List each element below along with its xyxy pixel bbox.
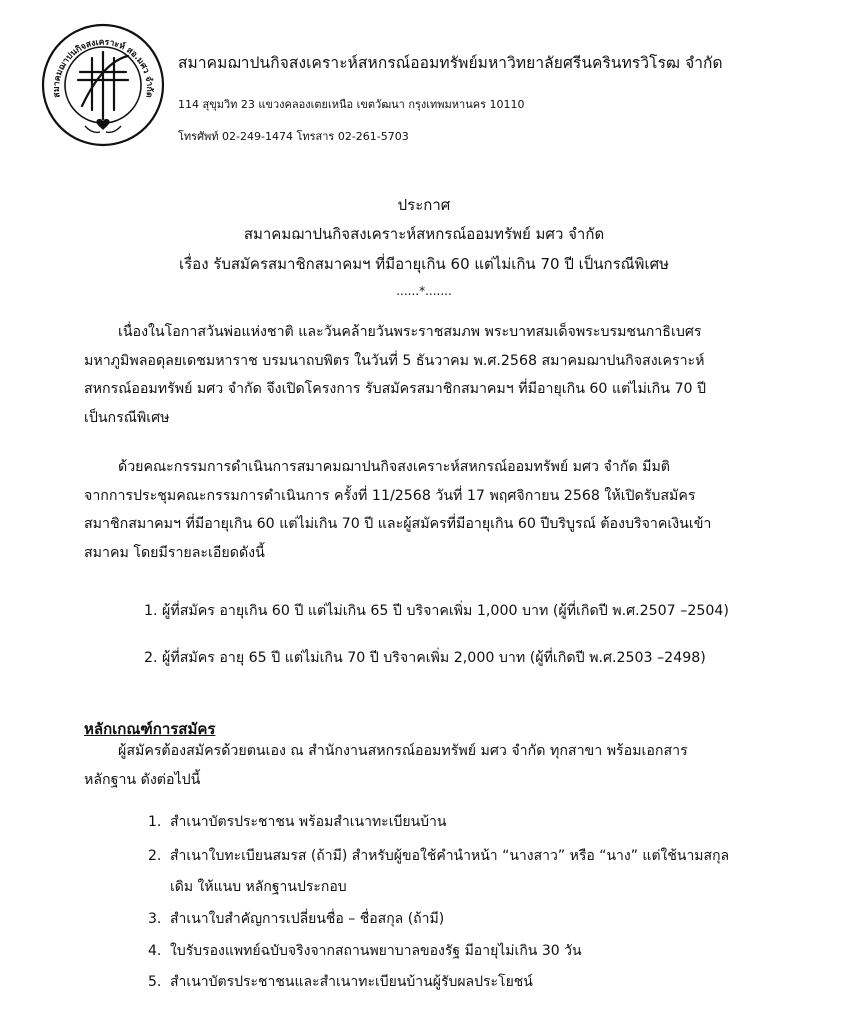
requirement-item [148,842,730,870]
requirement-number: 4. [148,943,162,959]
criteria-heading: หลักเกณฑ์การสมัคร [84,720,216,738]
requirement-text: สำเนาใบสำคัญการเปลี่ยนชื่อ – ชื่อสกุล (ถ้ามี) [170,911,445,927]
requirement-item [148,808,447,836]
title-divider: ......*....... [396,284,452,298]
requirement-text: สำเนาบัตรประชาชนและสำเนาทะเบียนบ้านผู้รับผลประโยชน์ [170,974,533,990]
paragraph-line: เนื่องในโอกาสวันพ่อแห่งชาติ และวันคล้ายวันพระราชสมภพ พระบาทสมเด็จพระบรมชนกาธิเบศร [118,324,702,340]
paragraph-line: ด้วยคณะกรรมการดำเนินการสมาคมฌาปนกิจสงเคราะห์สหกรณ์ออมทรัพย์ มศว จำกัด มีมติ [118,459,671,475]
paragraph-line: ผู้สมัครต้องสมัครด้วยตนเอง ณ สำนักงานสหกรณ์ออมทรัพย์ มศว จำกัด ทุกสาขา พร้อมเอกสาร [118,743,688,759]
paragraph-line: เป็นกรณีพิเศษ [84,410,170,427]
requirement-number: 5. [148,974,162,990]
requirement-text: สำเนาบัตรประชาชน พร้อมสำเนาทะเบียนบ้าน [170,814,447,830]
requirement-item [148,937,582,965]
criteria-intro [84,737,688,794]
requirement-text: เดิม ให้แนบ หลักฐานประกอบ [170,879,347,895]
announcement-issuer: สมาคมฌาปนกิจสงเคราะห์สหกรณ์ออมทรัพย์ มศว จำกัด [243,225,605,243]
association-seal-logo [40,22,166,148]
requirement-item-continuation [148,873,347,901]
organization-name: สมาคมฌาปนกิจสงเคราะห์สหกรณ์ออมทรัพย์มหาวิทยาลัยศรีนครินทรวิโรฒ จำกัด [178,54,723,72]
seal-text: สมาคมฌาปนกิจสงเคราะห์ สอ.มศว จำกัด [51,37,155,99]
requirement-item [148,905,445,933]
fee-item-2: 2. ผู้ที่สมัคร อายุ 65 ปี แต่ไม่เกิน 70 ปี บริจาคเพิ่ม 2,000 บาท (ผู้ที่เกิดปี พ.ศ.2503 –2498) [144,650,706,666]
paragraph-line: สมาคม โดยมีรายละเอียดดังนี้ [84,545,265,562]
paragraph-line: สหกรณ์ออมทรัพย์ มศว จำกัด จึงเปิดโครงการ รับสมัครสมาชิกสมาคมฯ ที่มีอายุเกิน 60 แต่ไม่เกิน 70 ปี [84,381,707,398]
announcement-type: ประกาศ [397,196,451,214]
requirement-number: 2. [148,848,162,864]
requirement-number: 3. [148,911,162,927]
paragraph-line: สมาชิกสมาคมฯ ที่มีอายุเกิน 60 แต่ไม่เกิน 70 ปี และผู้สมัครที่มีอายุเกิน 60 ปีบริบูรณ์ ต้องบริจาคเงินเข้า [84,516,712,533]
paragraph-line: มหาภูมิพลอดุลยเดชมหาราช บรมนาถบพิตร ในวันที่ 5 ธันวาคม พ.ศ.2568 สมาคมฌาปนกิจสงเคราะห์ [84,352,705,369]
fee-item-1: 1. ผู้ที่สมัคร อายุเกิน 60 ปี แต่ไม่เกิน 65 ปี บริจาคเพิ่ม 1,000 บาท (ผู้ที่เกิดปี พ.ศ.2507 –2504) [144,603,729,619]
organization-address: 114 สุขุมวิท 23 แขวงคลองเตยเหนือ เขตวัฒนา กรุงเทพมหานคร 10110 [178,98,525,111]
paragraph-resolution [84,453,711,568]
requirement-number: 1. [148,814,162,830]
paragraph-occasion [84,318,706,433]
requirement-item [148,968,533,996]
requirement-text: ใบรับรองแพทย์ฉบับจริงจากสถานพยาบาลของรัฐ มีอายุไม่เกิน 30 วัน [170,943,582,959]
paragraph-line: จากการประชุมคณะกรรมการดำเนินการ ครั้งที่ 11/2568 วันที่ 17 พฤศจิกายน 2568 ให้เปิดรับสมัคร [84,487,696,504]
requirement-text: สำเนาใบทะเบียนสมรส (ถ้ามี) สำหรับผู้ขอใช้คำนำหน้า “นางสาว” หรือ “นาง” แต่ใช้นามสกุล [170,848,730,864]
announcement-subject: เรื่อง รับสมัครสมาชิกสมาคมฯ ที่มีอายุเกิน 60 แต่ไม่เกิน 70 ปี เป็นกรณีพิเศษ [179,255,669,273]
organization-phone: โทรศัพท์ 02-249-1474 โทรสาร 02-261-5703 [178,130,409,143]
paragraph-line: หลักฐาน ดังต่อไปนี้ [84,771,201,788]
